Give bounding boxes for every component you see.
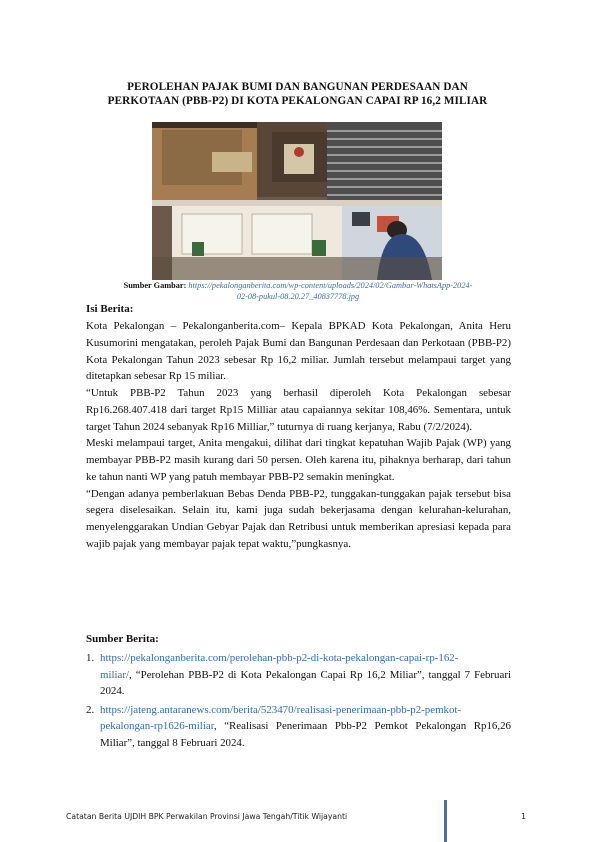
news-photo (152, 122, 442, 280)
article-body (86, 318, 511, 553)
reference-text: , “Perolehan PBB-P2 di Kota Pekalongan Capai Rp 16,2 Miliar”, tanggal 7 Februari 2024. (100, 668, 511, 697)
page-number: 1 (521, 812, 527, 821)
article-title (60, 81, 535, 108)
reference-link-part-2[interactable]: miliar/ (100, 668, 130, 681)
paragraph-4: “Dengan adanya pemberlakuan Bebas Denda PBB-P2, tunggakan-tunggakan pajak tersebut bisa segera diselesaikan. Selain itu, kami juga sudah bekerjasama dengan kelurahan-kelurahan, menyelenggarakan Undian Gebyar Pajak dan Retribusi untuk memberikan apresiasi kepada para wajib pajak yang membayar pajak tepat waktu,”pungkasnya. (86, 487, 511, 550)
sumber-berita-heading: Sumber Berita: (86, 633, 159, 645)
reference-item (86, 702, 511, 752)
reference-text: , “Realisasi Penerimaan Pbb-P2 Pemkot Pekalongan Rp16,26 Miliar”, tanggal 8 Februari 2024. (100, 720, 511, 749)
caption-url-line-2[interactable]: 02-08-pukul-08.20.27_40837778.jpg (236, 291, 360, 301)
title-line-1: PEROLEHAN PAJAK BUMI DAN BANGUNAN PERDESAAN DAN (127, 81, 468, 93)
reference-list (86, 650, 511, 751)
reference-link-part-1[interactable]: https://pekalonganberita.com/perolehan-pbb-p2-di-kota-pekalongan-capai-rp-162- (100, 652, 459, 664)
image-caption (86, 281, 510, 302)
title-line-2: PERKOTAAN (PBB-P2) DI KOTA PEKALONGAN CAPAI RP 16,2 MILIAR (107, 94, 488, 107)
paragraph-2: “Untuk PBB-P2 Tahun 2023 yang berhasil diperoleh Kota Pekalongan sebesar Rp16.268.407.418 dari target Rp15 Milliar atau capaiannya sekitar 108,46%. Sementara, untuk target Tahun 2024 sebanyak Rp16 Milliar,” tuturnya di ruang kerjanya, Rabu (7/2/2024). (86, 387, 511, 433)
isi-berita-heading: Isi Berita: (86, 303, 134, 315)
caption-url[interactable] (188, 281, 472, 301)
reference-number: 2. (86, 703, 95, 716)
reference-link-part-2[interactable]: pekalongan-rp1626-miliar (100, 720, 214, 732)
reference-item (86, 650, 511, 700)
paragraph-1: Kota Pekalongan – Pekalonganberita.com– Kepala BPKAD Kota Pekalongan, Anita Heru Kusumorini mengatakan, peroleh Pajak Bumi dan Bangunan Perdesaan dan Perkotaan (PBB-P2) Kota Pekalongan Tahun 2023 sebesar Rp 16,2 miliar. Jumlah tersebut melampaui target yang ditetapkan sebesar Rp 15 miliar. (86, 320, 511, 383)
footer-text: Catatan Berita UJDIH BPK Perwakilan Provinsi Jawa Tengah/Titik Wijayanti (66, 812, 348, 821)
paragraph-3: Meski melampaui target, Anita mengakui, dilihat dari tingkat kepatuhan Wajib Pajak (WP) yang membayar PBB-P2 masih kurang dari 50 persen. Oleh karena itu, pihaknya berharap, dari tahun ke tahun nanti WP yang patuh membayar PBB-P2 semakin meningkat. (86, 437, 511, 483)
caption-url-line-1[interactable]: https://pekalonganberita.com/wp-content/uploads/2024/02/Gambar-WhatsApp-2024- (188, 281, 473, 290)
reference-number: 1. (86, 652, 95, 664)
footer-divider (444, 800, 447, 842)
caption-label: Sumber Gambar: (123, 281, 187, 290)
reference-link-part-1[interactable]: https://jateng.antaranews.com/berita/523470/realisasi-penerimaan-pbb-p2-pemkot- (100, 703, 462, 716)
